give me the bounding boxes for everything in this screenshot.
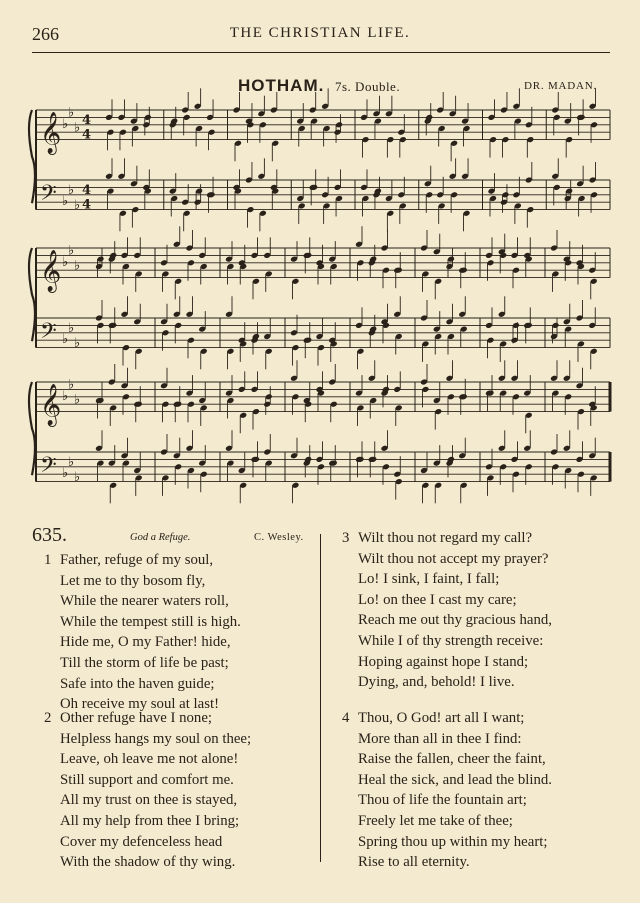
flat-sign: ♭ (68, 377, 75, 393)
tune-meter: 7s. Double. (335, 79, 401, 94)
flat-sign: ♭ (62, 194, 69, 210)
stanza-3 (342, 528, 552, 693)
stanza-line: Wilt thou not regard my call? (358, 530, 533, 546)
time-signature-top: 4 (82, 182, 92, 198)
stanza-line: Raise the fallen, cheer the faint, (358, 751, 546, 768)
flat-sign: ♭ (62, 388, 69, 404)
flat-sign: ♭ (74, 120, 81, 136)
stanza-line: Freely let me take of thee; (358, 812, 513, 829)
stanza-line: While the tempest still is high. (60, 613, 241, 630)
stanza-line: Rise to all eternity. (358, 854, 470, 871)
time-signature-bottom: 4 (82, 127, 92, 143)
stanza-line: Lo! on thee I cast my care; (358, 591, 517, 608)
stanza-line: Thou, O God! art all I want; (358, 710, 525, 726)
stanza-line: While the nearer waters roll, (60, 593, 229, 610)
flat-sign: ♭ (68, 455, 75, 471)
tune-composer: DR. MADAN. (524, 80, 598, 92)
stanza-line: Spring thou up within my heart; (358, 833, 548, 850)
stanza-line: All my trust on thee is stayed, (60, 792, 238, 809)
stanza-number: 4 (342, 710, 350, 726)
flat-sign: ♭ (74, 197, 81, 213)
flat-sign: ♭ (74, 258, 81, 274)
stanza-line: Other refuge have I none; (60, 710, 213, 726)
stanza-1 (44, 550, 241, 715)
flat-sign: ♭ (62, 116, 69, 132)
stanza-line: Hide me, O my Father! hide, (60, 634, 231, 651)
flat-sign: ♭ (68, 243, 75, 259)
stanza-line: More than all in thee I find: (358, 730, 522, 747)
stanza-4 (342, 708, 552, 873)
column-divider (320, 534, 321, 862)
stanza-line: Reach me out thy gracious hand, (358, 612, 552, 629)
bass-clef: 𝄢 (40, 319, 57, 350)
brace (29, 110, 35, 203)
stanza-line: Till the storm of life be past; (60, 654, 229, 671)
flat-sign: ♭ (62, 332, 69, 348)
stanza-line: Helpless hangs my soul on thee; (60, 730, 252, 747)
stanza-number: 1 (44, 552, 52, 568)
time-signature-top: 4 (82, 112, 92, 128)
hymn-number: 635. (32, 524, 67, 546)
hymn-author: C. Wesley. (254, 532, 304, 543)
tune-name: HOTHAM. (238, 76, 325, 95)
flat-sign: ♭ (68, 105, 75, 121)
hymn-title: God a Refuge. (130, 532, 191, 543)
hymn-block (0, 524, 640, 871)
stanza-line: Lo! I sink, I faint, I fall; (358, 571, 500, 588)
stanza-number: 2 (44, 710, 52, 726)
page-number: 266 (32, 24, 59, 44)
treble-clef: 𝄞 (40, 250, 62, 292)
bass-clef: 𝄢 (40, 453, 57, 484)
stanza-line: While I of thy strength receive: (358, 632, 544, 649)
flat-sign: ♭ (74, 469, 81, 485)
bass-clef: 𝄢 (40, 181, 57, 212)
flat-sign: ♭ (74, 392, 81, 408)
treble-clef: 𝄞 (40, 384, 62, 426)
flat-sign: ♭ (68, 183, 75, 199)
flat-sign: ♭ (62, 254, 69, 270)
stanza-line: All my help from thee I bring; (60, 812, 240, 829)
stanza-number: 3 (342, 530, 350, 546)
stanza-line: With the shadow of thy wing. (60, 854, 236, 871)
stanza-line: Heal the sick, and lead the blind. (358, 771, 552, 788)
stanza-line: Safe into the haven guide; (60, 675, 215, 692)
stanza-line: Thou of life the fountain art; (358, 792, 527, 809)
stanza-line: Leave, oh leave me not alone! (60, 751, 239, 768)
brace (29, 382, 35, 475)
stanza-line: Hoping against hope I stand; (358, 653, 529, 670)
stanza-line: Dying, and, behold! I live. (358, 674, 515, 691)
running-title: THE CHRISTIAN LIFE. (229, 25, 411, 41)
treble-clef: 𝄞 (40, 112, 62, 154)
flat-sign: ♭ (62, 466, 69, 482)
brace (29, 248, 35, 341)
stanza-2 (44, 708, 251, 873)
stanza-line: Cover my defenceless head (60, 833, 223, 850)
stanza-line: Oh receive my soul at last! (60, 696, 220, 713)
stanza-line: Father, refuge of my soul, (60, 552, 214, 568)
flat-sign: ♭ (74, 335, 81, 351)
stanza-line: Let me to thy bosom fly, (60, 572, 206, 589)
stanza-line: Still support and comfort me. (60, 771, 234, 788)
flat-sign: ♭ (68, 321, 75, 337)
stanza-line: Wilt thou not accept my prayer? (358, 550, 549, 567)
time-signature-bottom: 4 (82, 197, 92, 213)
